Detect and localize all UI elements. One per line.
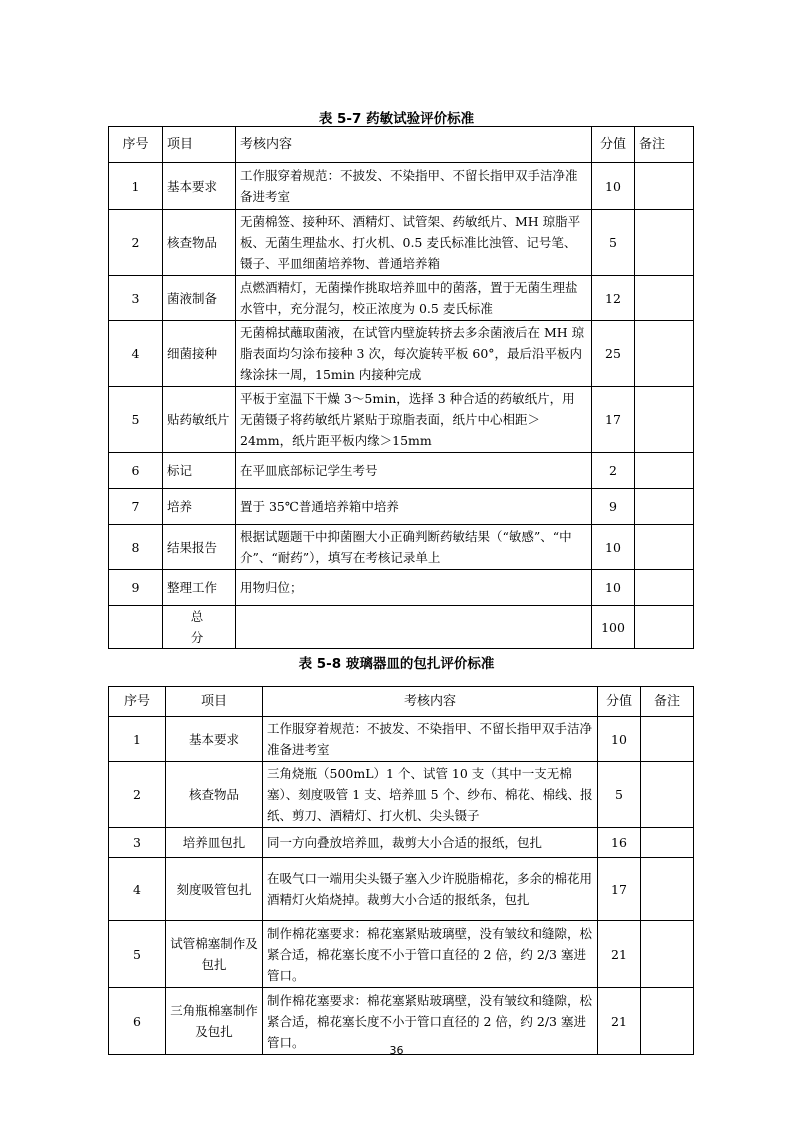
header-score: 分值 — [598, 687, 641, 717]
cell-item: 基本要求 — [163, 163, 236, 210]
cell-no: 3 — [109, 276, 163, 321]
cell-content: 点燃酒精灯，无菌操作挑取培养皿中的菌落，置于无菌生理盐水管中，充分混匀，校正浓度为 0.5 麦氏标准 — [236, 276, 592, 321]
cell-content: 无菌棉签、接种环、酒精灯、试管架、药敏纸片、MH 琼脂平板、无菌生理盐水、打火机、0.5 麦氏标准比浊管、记号笔、镊子、平皿细菌培养物、普通培养箱 — [236, 210, 592, 276]
table-row — [109, 921, 694, 988]
cell-item: 培养 — [163, 489, 236, 525]
cell-no: 1 — [109, 717, 166, 762]
header-content: 考核内容 — [236, 127, 592, 163]
cell-no — [109, 606, 163, 649]
cell-note — [635, 453, 694, 489]
table-row — [109, 762, 694, 828]
cell-item: 贴药敏纸片 — [163, 387, 236, 453]
cell-no: 9 — [109, 570, 163, 606]
cell-score: 10 — [598, 717, 641, 762]
cell-note — [635, 489, 694, 525]
cell-content: 平板于室温下干燥 3～5min，选择 3 种合适的药敏纸片，用无菌镊子将药敏纸片紧贴于琼脂表面，纸片中心相距＞24mm，纸片距平板内缘＞15mm — [236, 387, 592, 453]
total-label: 总分 — [163, 606, 236, 649]
cell-no: 5 — [109, 387, 163, 453]
header-item: 项目 — [166, 687, 263, 717]
cell-content: 制作棉花塞要求：棉花塞紧贴玻璃壁，没有皱纹和缝隙，松紧合适，棉花塞长度不小于管口直径的 2 倍，约 2/3 塞进管口。 — [263, 988, 598, 1055]
cell-score: 5 — [598, 762, 641, 828]
cell-no: 3 — [109, 828, 166, 858]
cell-no: 2 — [109, 762, 166, 828]
header-content: 考核内容 — [263, 687, 598, 717]
total-row — [109, 606, 694, 649]
cell-no: 5 — [109, 921, 166, 988]
cell-score: 12 — [592, 276, 635, 321]
table1-title: 表 5-7 药敏试验评价标准 — [318, 111, 475, 127]
cell-score: 17 — [592, 387, 635, 453]
cell-item: 标记 — [163, 453, 236, 489]
cell-note — [635, 570, 694, 606]
cell-content: 工作服穿着规范：不披发、不染指甲、不留长指甲双手洁净准备进考室 — [236, 163, 592, 210]
cell-item: 结果报告 — [163, 525, 236, 570]
cell-item: 试管棉塞制作及包扎 — [166, 921, 263, 988]
cell-item: 刻度吸管包扎 — [166, 858, 263, 921]
table-row — [109, 276, 694, 321]
cell-content: 无菌棉拭蘸取菌液，在试管内壁旋转挤去多余菌液后在 MH 琼脂表面均匀涂布接种 3 次，每次旋转平板 60°，最后沿平板内缘涂抹一周，15min 内接种完成 — [236, 321, 592, 387]
table-row — [109, 828, 694, 858]
table-row — [109, 525, 694, 570]
cell-content: 根据试题题干中抑菌圈大小正确判断药敏结果（“敏感”、“中介”、“耐药”），填写在考核记录单上 — [236, 525, 592, 570]
table-header-row — [109, 687, 694, 717]
table-row — [109, 717, 694, 762]
cell-score: 5 — [592, 210, 635, 276]
cell-note — [641, 858, 694, 921]
cell-item: 培养皿包扎 — [166, 828, 263, 858]
cell-note — [635, 525, 694, 570]
cell-note — [641, 717, 694, 762]
header-no: 序号 — [109, 127, 163, 163]
header-score: 分值 — [592, 127, 635, 163]
cell-item: 整理工作 — [163, 570, 236, 606]
cell-score: 21 — [598, 921, 641, 988]
table-row — [109, 163, 694, 210]
cell-note — [635, 606, 694, 649]
table-row — [109, 453, 694, 489]
cell-no: 7 — [109, 489, 163, 525]
table-row — [109, 321, 694, 387]
table2-title: 表 5-8 玻璃器皿的包扎评价标准 — [298, 656, 495, 672]
cell-note — [635, 387, 694, 453]
cell-no: 8 — [109, 525, 163, 570]
cell-score: 2 — [592, 453, 635, 489]
cell-no: 6 — [109, 453, 163, 489]
cell-content: 用物归位； — [236, 570, 592, 606]
cell-no: 6 — [109, 988, 166, 1055]
cell-content: 同一方向叠放培养皿，裁剪大小合适的报纸，包扎 — [263, 828, 598, 858]
cell-content: 置于 35℃普通培养箱中培养 — [236, 489, 592, 525]
total-score: 100 — [592, 606, 635, 649]
cell-note — [635, 321, 694, 387]
cell-content: 制作棉花塞要求：棉花塞紧贴玻璃壁，没有皱纹和缝隙，松紧合适，棉花塞长度不小于管口直径的 2 倍，约 2/3 塞进管口。 — [263, 921, 598, 988]
cell-note — [641, 828, 694, 858]
cell-content — [236, 606, 592, 649]
cell-item: 基本要求 — [166, 717, 263, 762]
cell-note — [635, 163, 694, 210]
table-row — [109, 387, 694, 453]
cell-content: 工作服穿着规范：不披发、不染指甲、不留长指甲双手洁净准备进考室 — [263, 717, 598, 762]
header-note: 备注 — [641, 687, 694, 717]
table-row — [109, 570, 694, 606]
header-note: 备注 — [635, 127, 694, 163]
cell-score: 10 — [592, 525, 635, 570]
table-row — [109, 210, 694, 276]
cell-content: 三角烧瓶（500mL）1 个、试管 10 支（其中一支无棉塞）、刻度吸管 1 支、培养皿 5 个、纱布、棉花、棉线、报纸、剪刀、酒精灯、打火机、尖头镊子 — [263, 762, 598, 828]
cell-no: 4 — [109, 858, 166, 921]
cell-note — [641, 921, 694, 988]
cell-note — [641, 762, 694, 828]
header-item: 项目 — [163, 127, 236, 163]
cell-note — [635, 276, 694, 321]
cell-item: 核查物品 — [163, 210, 236, 276]
table-row — [109, 858, 694, 921]
cell-item: 细菌接种 — [163, 321, 236, 387]
header-no: 序号 — [109, 687, 166, 717]
cell-score: 10 — [592, 163, 635, 210]
cell-score: 17 — [598, 858, 641, 921]
cell-score: 25 — [592, 321, 635, 387]
cell-score: 9 — [592, 489, 635, 525]
cell-no: 1 — [109, 163, 163, 210]
table-row — [109, 489, 694, 525]
drug-sensitivity-table — [108, 126, 694, 649]
cell-item: 核查物品 — [166, 762, 263, 828]
cell-item: 三角瓶棉塞制作及包扎 — [166, 988, 263, 1055]
cell-score: 10 — [592, 570, 635, 606]
cell-no: 2 — [109, 210, 163, 276]
cell-item: 菌液制备 — [163, 276, 236, 321]
cell-content: 在平皿底部标记学生考号 — [236, 453, 592, 489]
table-header-row — [109, 127, 694, 163]
cell-content: 在吸气口一端用尖头镊子塞入少许脱脂棉花，多余的棉花用酒精灯火焰烧掉。裁剪大小合适的报纸条，包扎 — [263, 858, 598, 921]
page-number: 36 — [389, 1044, 404, 1057]
glassware-wrapping-table — [108, 686, 694, 1055]
cell-score: 21 — [598, 988, 641, 1055]
cell-score: 16 — [598, 828, 641, 858]
cell-note — [635, 210, 694, 276]
cell-no: 4 — [109, 321, 163, 387]
